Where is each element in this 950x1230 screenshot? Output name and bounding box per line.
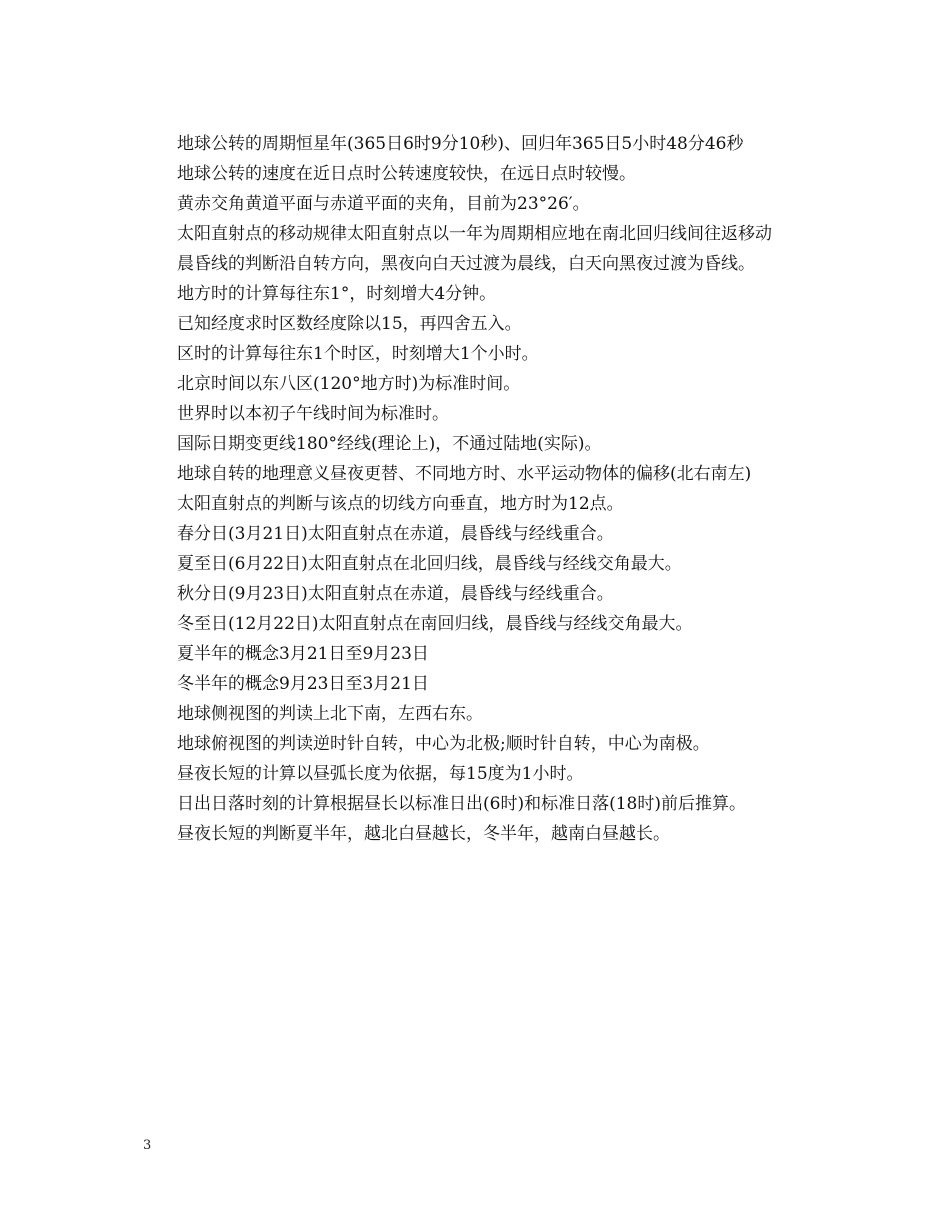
paragraph-winter-half-year: 冬半年的概念9月23日至3月21日 [177, 674, 429, 694]
paragraph-day-length-calc: 昼夜长短的计算以昼弧长度为依据，每15度为1小时。 [177, 764, 584, 784]
paragraph-universal-time: 世界时以本初子午线时间为标准时。 [177, 404, 449, 424]
paragraph-top-view: 地球俯视图的判读逆时针自转，中心为北极;顺时针自转，中心为南极。 [177, 734, 710, 754]
paragraph-spring-equinox: 春分日(3月21日)太阳直射点在赤道，晨昏线与经线重合。 [177, 524, 614, 544]
paragraph-beijing-time: 北京时间以东八区(120°地方时)为标准时间。 [177, 374, 521, 394]
paragraph-summer-half-year: 夏半年的概念3月21日至9月23日 [177, 644, 429, 664]
paragraph-autumn-equinox: 秋分日(9月23日)太阳直射点在赤道，晨昏线与经线重合。 [177, 584, 614, 604]
paragraph-terminator: 晨昏线的判断沿自转方向，黑夜向白天过渡为晨线，白天向黑夜过渡为昏线。 [177, 254, 755, 274]
paragraph-sunrise-sunset: 日出日落时刻的计算根据昼长以标准日出(6时)和标准日落(18时)前后推算。 [177, 794, 746, 814]
paragraph-zone-time: 区时的计算每往东1个时区，时刻增大1个小时。 [177, 344, 539, 364]
paragraph-day-length-judgment: 昼夜长短的判断夏半年，越北白昼越长，冬半年，越南白昼越长。 [177, 824, 670, 844]
paragraph-rotation-significance: 地球自转的地理意义昼夜更替、不同地方时、水平运动物体的偏移(北右南左) [177, 464, 752, 484]
page-number: 3 [143, 1138, 152, 1153]
paragraph-side-view: 地球侧视图的判读上北下南，左西右东。 [177, 704, 483, 724]
paragraph-obliquity: 黄赤交角黄道平面与赤道平面的夹角，目前为23°26′。 [177, 194, 590, 214]
paragraph-time-zone-number: 已知经度求时区数经度除以15，再四舍五入。 [177, 314, 522, 334]
paragraph-subsolar-movement: 太阳直射点的移动规律太阳直射点以一年为周期相应地在南北回归线间往返移动 [177, 224, 772, 244]
paragraph-date-line: 国际日期变更线180°经线(理论上)，不通过陆地(实际)。 [177, 434, 602, 454]
document-body [143, 129, 808, 849]
paragraph-local-time: 地方时的计算每往东1°，时刻增大4分钟。 [177, 284, 497, 304]
paragraph-subsolar-judgment: 太阳直射点的判断与该点的切线方向垂直，地方时为12点。 [177, 494, 624, 514]
paragraph-summer-solstice: 夏至日(6月22日)太阳直射点在北回归线，晨昏线与经线交角最大。 [177, 554, 682, 574]
paragraph-revolution-speed: 地球公转的速度在近日点时公转速度较快，在远日点时较慢。 [177, 164, 636, 184]
paragraph-revolution-period: 地球公转的周期恒星年(365日6时9分10秒)、回归年365日5小时48分46秒 [177, 134, 744, 154]
paragraph-winter-solstice: 冬至日(12月22日)太阳直射点在南回归线，晨昏线与经线交角最大。 [177, 614, 693, 634]
